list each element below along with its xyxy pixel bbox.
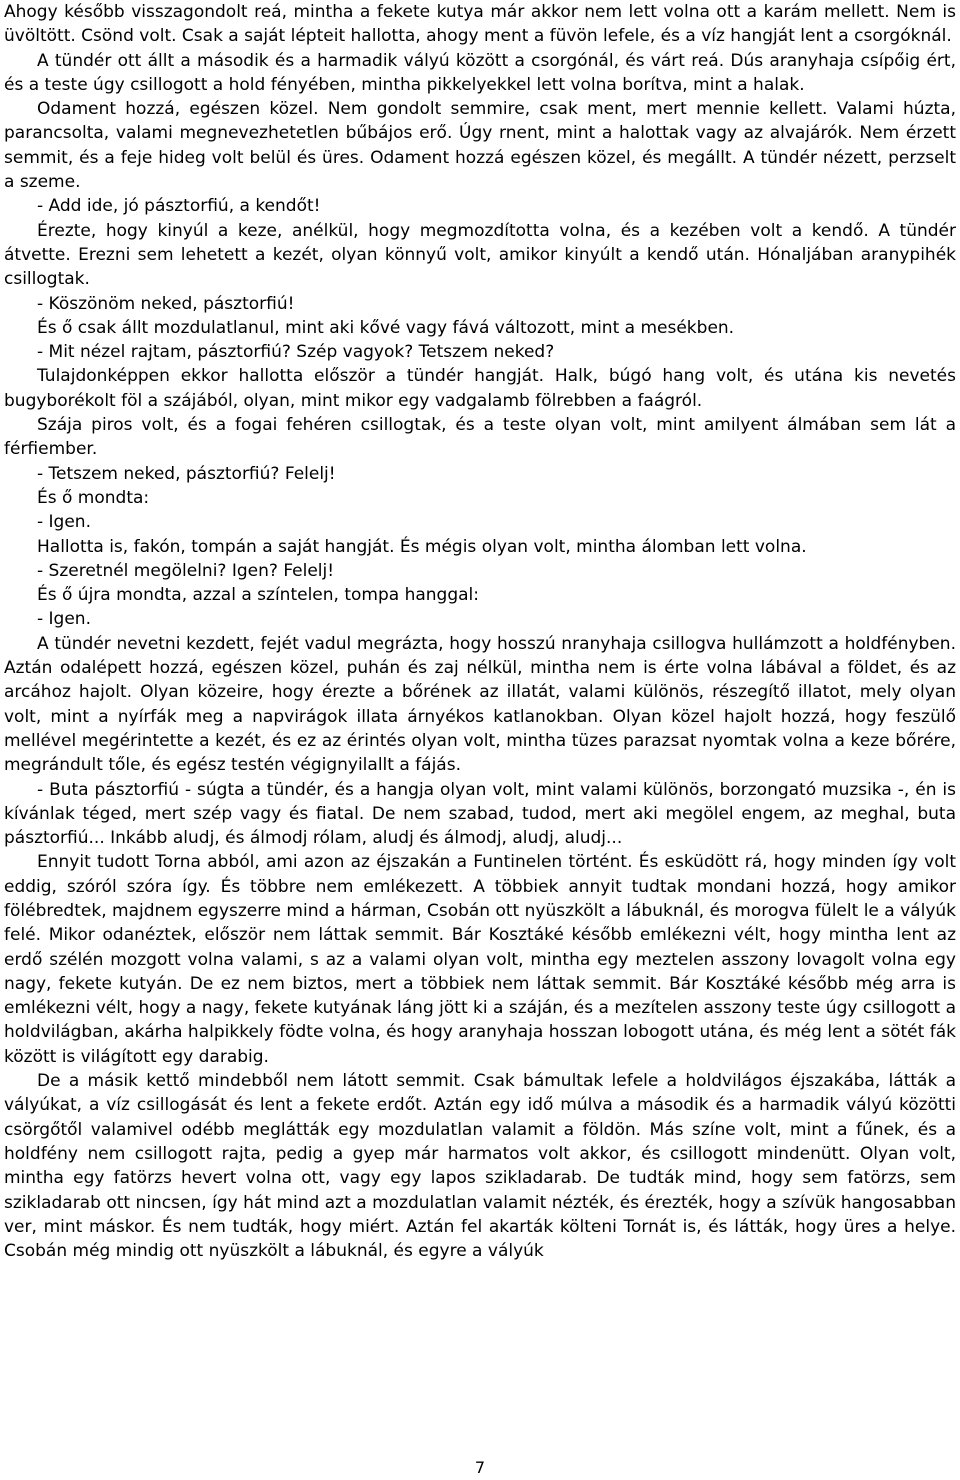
dialogue-line: - Add ide, jó pásztorfiú, a kendőt!: [37, 196, 321, 217]
paragraph: Ennyit tudott Torna abból, ami azon az éjszakán a Funtinelen történt. És esküdött rá, hogy minden így volt eddig, szóról szóra így. És többre nem emlékezett. A többiek annyit tudtak mondani hozzá, hogy amikor fölébredtek, majdnem egyszerre mind a hárman, Csobán ott nyüszkölt a lábuknál, és morogva fülelt le a vályúk felé. Mikor odanéztek, először nem láttak semmit. Bár Kosztáké később emlékezni vélt, hogy mintha lent az erdő szélén mozgott volna valami, s az a valami olyan volt, mintha egy meztelen asszony lovagolt volna egy nagy, fekete kutyán. De ez nem biztos, mert a többiek nem láttak semmit. Bár Kosztáké később még arra is emlékezni vélt, hogy a nagy, fekete kutyának láng jött ki a száján, és a mezítelen asszony teste úgy csillogott a holdvilágban, akárha halpikkely födte volna, és hogy aranyhaja hosszan lobogott utána, és még lent a sötét fák között is világított egy darabig.: [4, 852, 956, 1067]
paragraph: Ahogy később visszagondolt reá, mintha a fekete kutya már akkor nem lett volna ott a karám mellett. Nem is üvöltött. Csönd volt. Csak a saját lépteit hallotta, ahogy ment a füvön lefele, és a víz hangját lent a csorgóknál.: [4, 2, 956, 47]
dialogue-line: - Igen.: [37, 512, 91, 533]
paragraph: - Buta pásztorfiú - súgta a tündér, és a hangja olyan volt, mint valami különös, borzongató muzsika -, én is kívánlak téged, mert szép vagy és fiatal. De nem szabad, tudod, mert aki megölel engem, az meghal, buta pásztorfiú... Inkább aludj, és álmodj rólam, aludj és álmodj, aludj, aludj...: [4, 779, 956, 849]
paragraph: De a másik kettő mindebből nem látott semmit. Csak bámultak lefele a holdvilágos éjszakába, látták a vályúkat, a víz csillogását és lent a fekete erdőt. Aztán egy idő múlva a második és a harmadik vályú közötti csörgőtől valamivel odébb meglátták egy mozdulatlan valamit a földön. Más színe volt, mint a fűnek, és a holdfény nem csillogott rajta, pedig a gyep már harmatos volt akkor, és csillogott mindenütt. Olyan volt, mintha egy fatörzs hevert volna ott, vagy egy lapos szikladarab. De tudták mind, hogy sem fatörzs, sem szikladarab ott nincsen, így hát mind azt a mozdulatlan valamit nézték, és érezték, hogy a szívük hangosabban ver, mint máskor. És nem tudták, hogy miért. Aztán fel akarták költeni Tornát is, és látták, hogy üres a helye. Csobán még mindig ott nyüszkölt a lábuknál, és egyre a vályúk: [4, 1071, 956, 1262]
paragraph: És ő újra mondta, azzal a színtelen, tompa hanggal:: [37, 585, 479, 606]
paragraph: Érezte, hogy kinyúl a keze, anélkül, hogy megmozdította volna, és a kezében volt a kendő. A tündér átvette. Erezni sem lehetett a kezét, olyan könnyű volt, amikor kinyúlt a kendő után. Hónaljában aranypihék csillogtak.: [4, 220, 956, 290]
dialogue-line: - Mit nézel rajtam, pásztorfiú? Szép vagyok? Tetszem neked?: [37, 342, 555, 363]
paragraph: Hallotta is, fakón, tompán a saját hangját. És mégis olyan volt, mintha álomban lett volna.: [37, 536, 807, 557]
paragraph: És ő csak állt mozdulatlanul, mint aki kővé vagy fává változott, mint a mesékben.: [37, 317, 735, 338]
paragraph: A tündér ott állt a második és a harmadik vályú között a csorgónál, és várt reá. Dús aranyhaja csípőig ért, és a teste úgy csillogott a hold fényében, mintha pikkelyekkel lett volna borítva, mint a halak.: [4, 50, 956, 95]
paragraph: Szája piros volt, és a fogai fehéren csillogtak, és a teste olyan volt, mint amilyent álmában sem lát a férfiember.: [4, 415, 956, 460]
dialogue-line: - Igen.: [37, 609, 91, 630]
paragraph: Tulajdonképpen ekkor hallotta először a tündér hangját. Halk, búgó hang volt, és utána kis nevetés bugyborékolt föl a szájából, olyan, mint mikor egy vadgalamb fölrebben a faágról.: [4, 366, 956, 411]
text-body: [4, 0, 956, 1263]
paragraph: Odament hozzá, egészen közel. Nem gondolt semmire, csak ment, mert mennie kellett. Valami húzta, parancsolta, valami megnevezhetetlen bűbájos erő. Úgy rnent, mint a halottak vagy az alvajárók. Nem érzett semmit, és a feje hideg volt belül és üres. Odament hozzá egészen közel, és megállt. A tündér nézett, perzselt a szeme.: [4, 99, 956, 193]
paragraph: És ő mondta:: [37, 487, 150, 508]
dialogue-line: - Tetszem neked, pásztorfiú? Felelj!: [37, 463, 336, 484]
paragraph: A tündér nevetni kezdett, fejét vadul megrázta, hogy hosszú nranyhaja csillogva hullámzott a holdfényben. Aztán odalépett hozzá, egészen közel, puhán és zaj nélkül, mintha nem is érte volna lábával a földet, és az arcához hajolt. Olyan közeire, hogy érezte a bőrének az illatát, valami különös, részegítő illatot, mely olyan volt, mint a nyírfák meg a napvirágok illata árnyékos katlanokban. Olyan közel hajolt hozzá, hogy feszülő mellével megérintette a kezét, és ez az érintés olyan volt, mintha tüzes parazsat nyomtak volna a keze bőrére, megrándult tőle, és egész testén végignyilallt a fájás.: [4, 633, 956, 776]
dialogue-line: - Szeretnél megölelni? Igen? Felelj!: [37, 560, 335, 581]
dialogue-line: - Köszönöm neked, pásztorfiú!: [37, 293, 295, 314]
page-number: 7: [474, 1458, 486, 1477]
